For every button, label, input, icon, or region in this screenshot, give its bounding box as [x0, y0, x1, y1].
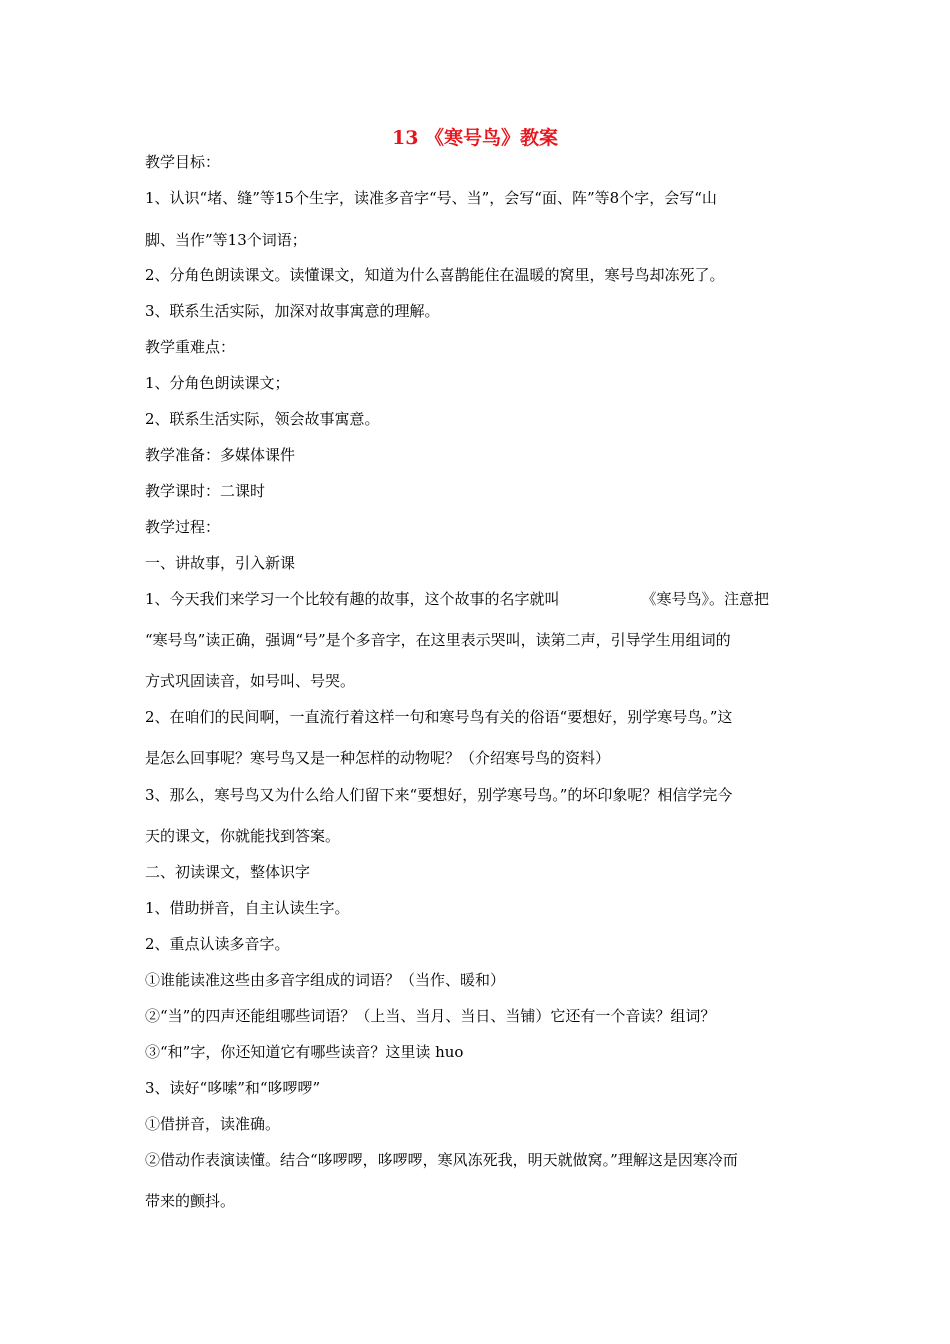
text-line: 天的课文，你就能找到答案。 [145, 827, 341, 845]
text-line: ②“当”的四声还能组哪些词语？（上当、当月、当日、当铺）它还有一个音读？组词？ [145, 1007, 716, 1025]
text-line: 2、分角色朗读课文。读懂课文，知道为什么喜鹊能住在温暖的窝里，寒号鸟却冻死了。 [145, 266, 725, 284]
text-line: 3、读好“哆嗦”和“哆啰啰” [145, 1079, 321, 1097]
text-line: 教学重难点： [145, 338, 236, 356]
text-line: 一、讲故事，引入新课 [145, 554, 296, 572]
text-line: 3、联系生活实际，加深对故事寓意的理解。 [145, 302, 440, 320]
text-line: ①谁能读准这些由多音字组成的词语？（当作、暖和） [145, 971, 506, 989]
document-title: 13 《寒号鸟》教案 [391, 127, 559, 149]
text-line: ③“和”字，你还知道它有哪些读音？这里读 huo [145, 1043, 464, 1061]
text-line: 教学准备：多媒体课件 [145, 446, 296, 464]
text-line: 带来的颤抖。 [145, 1192, 236, 1210]
text-line: 2、在咱们的民间啊，一直流行着这样一句和寒号鸟有关的俗语“要想好，别学寒号鸟。”这 [145, 708, 733, 726]
text-line: 教学目标： [145, 153, 221, 171]
text-line: “寒号鸟”读正确，强调“号”是个多音字，在这里表示哭叫，读第二声，引导学生用组词的 [145, 631, 731, 649]
text-line: 教学过程： [145, 518, 221, 536]
text-line [145, 589, 769, 609]
text-line: 教学课时：二课时 [145, 482, 266, 500]
text-line: 脚、当作”等13个词语； [145, 231, 307, 249]
text-line: 2、联系生活实际，领会故事寓意。 [145, 410, 380, 428]
text-line: 二、初读课文，整体识字 [145, 863, 311, 881]
text-line: 1、分角色朗读课文； [145, 374, 290, 392]
text-segment: 《寒号鸟》。注意把 [641, 590, 770, 608]
text-line: ①借拼音，读准确。 [145, 1115, 281, 1133]
text-line: 1、借助拼音，自主认读生字。 [145, 899, 350, 917]
text-line: ②借动作表演读懂。结合“哆啰啰，哆啰啰，寒风冻死我，明天就做窝。”理解这是因寒冷而 [145, 1151, 738, 1169]
text-line: 方式巩固读音，如号叫、号哭。 [145, 672, 356, 690]
text-line: 是怎么回事呢？寒号鸟又是一种怎样的动物呢？（介绍寒号鸟的资料） [145, 749, 611, 767]
text-line: 3、那么，寒号鸟又为什么给人们留下来“要想好，别学寒号鸟。”的坏印象呢？相信学完今 [145, 786, 733, 804]
text-line: 1、认识“堵、缝”等15个生字，读准多音字“号、当”，会写“面、阵”等8个字，会写“山 [145, 189, 717, 207]
text-line: 2、重点认读多音字。 [145, 935, 290, 953]
text-segment: 1、今天我们来学习一个比较有趣的故事，这个故事的名字就叫 [145, 590, 560, 608]
